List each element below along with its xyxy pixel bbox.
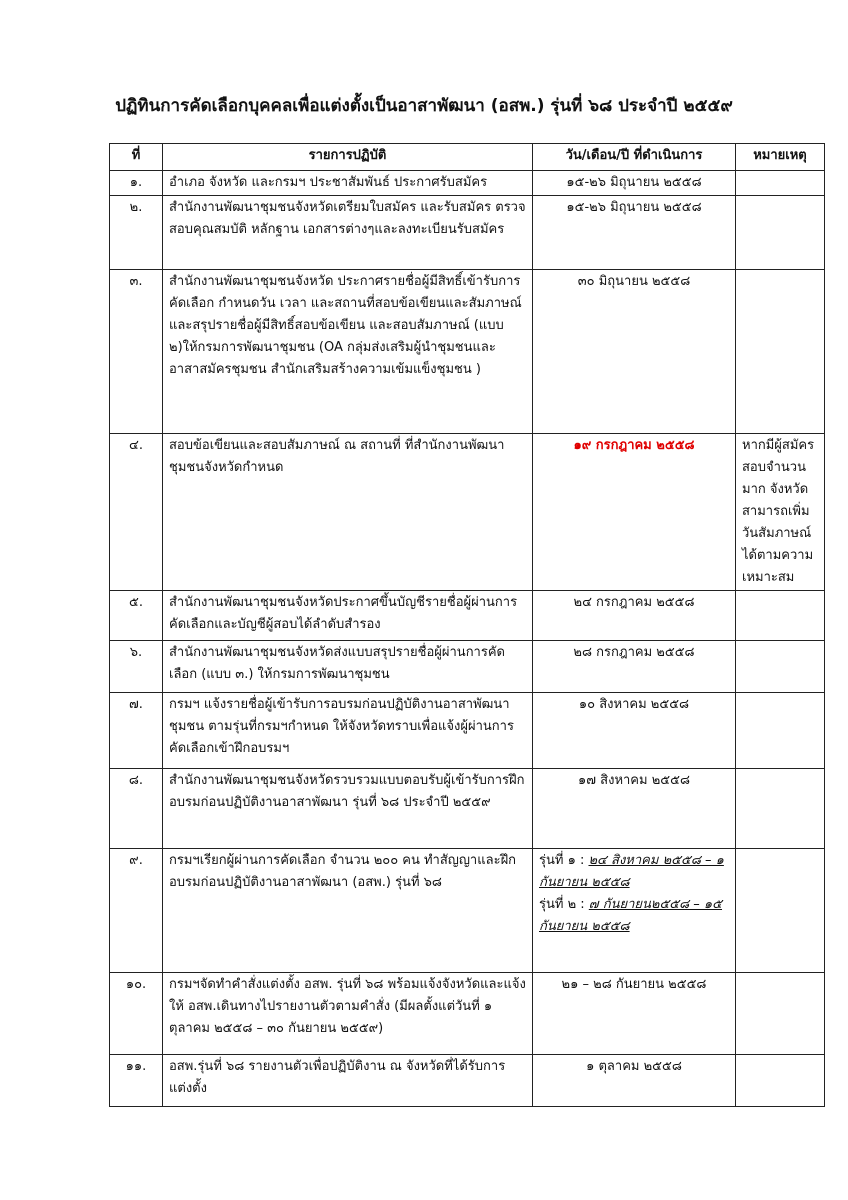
row-note — [736, 1055, 825, 1107]
row-task: สอบข้อเขียนและสอบสัมภาษณ์ ณ สถานที่ ที่สำนักงานพัฒนาชุมชนจังหวัดกำหนด — [163, 434, 533, 591]
row-task: สำนักงานพัฒนาชุมชนจังหวัดส่งแบบสรุปรายชื่อผู้ผ่านการคัดเลือก (แบบ ๓.) ให้กรมการพัฒนาชุมชน — [163, 641, 533, 693]
row-date: ๒๘ กรกฎาคม ๒๕๕๘ — [533, 641, 736, 693]
row-number: ๖. — [110, 641, 163, 693]
table-row — [110, 434, 825, 591]
table-row — [110, 849, 825, 973]
row-task: สำนักงานพัฒนาชุมชนจังหวัดเตรียมใบสมัคร และรับสมัคร ตรวจสอบคุณสมบัติ หลักฐาน เอกสารต่างๆและลงทะเบียนรับสมัคร — [163, 196, 533, 270]
row-note — [736, 769, 825, 849]
table-row — [110, 1055, 825, 1107]
row-task: อำเภอ จังหวัด และกรมฯ ประชาสัมพันธ์ ประกาศรับสมัคร — [163, 171, 533, 196]
row-date: ๑๗ สิงหาคม ๒๕๕๘ — [533, 769, 736, 849]
schedule-table — [109, 143, 825, 1107]
row-date: ๓๐ มิถุนายน ๒๕๕๘ — [533, 270, 736, 434]
row-date: ๑๙ กรกฎาคม ๒๕๕๘ — [533, 434, 736, 591]
row-task: สำนักงานพัฒนาชุมชนจังหวัดรวบรวมแบบตอบรับผู้เข้ารับการฝึกอบรมก่อนปฏิบัติงานอาสาพัฒนา รุ่นที่ ๖๘ ประจำปี ๒๕๕๙ — [163, 769, 533, 849]
row-note — [736, 641, 825, 693]
table-row — [110, 769, 825, 849]
row-number: ๗. — [110, 693, 163, 769]
round-1-label: รุ่นที่ ๑ : — [539, 853, 585, 868]
row-task: กรมฯจัดทำคำสั่งแต่งตั้ง อสพ. รุ่นที่ ๖๘ พร้อมแจ้งจังหวัดและแจ้งให้ อสพ.เดินทางไปรายงานตัวตามคำสั่ง (มีผลตั้งแต่วันที่ ๑ ตุลาคม ๒๕๕๘ – ๓๐ กันยายน ๒๕๕๙) — [163, 973, 533, 1055]
table-row — [110, 973, 825, 1055]
row-note: หากมีผู้สมัครสอบจำนวนมาก จังหวัดสามารถเพิ่มวันสัมภาษณ์ได้ตามความเหมาะสม — [736, 434, 825, 591]
row-date: ๒๔ กรกฎาคม ๒๕๕๘ — [533, 591, 736, 641]
row-date — [533, 849, 736, 973]
row-note — [736, 973, 825, 1055]
row-date: ๑๐ สิงหาคม ๒๕๕๘ — [533, 693, 736, 769]
row-number: ๔. — [110, 434, 163, 591]
round-2-line — [539, 894, 729, 938]
row-note — [736, 693, 825, 769]
header-date: วัน/เดือน/ปี ที่ดำเนินการ — [533, 144, 736, 171]
row-number: ๑๑. — [110, 1055, 163, 1107]
row-number: ๓. — [110, 270, 163, 434]
row-note — [736, 270, 825, 434]
round-2-range: ๗ กันยายน๒๕๕๘ – ๑๕ กันยายน ๒๕๕๘ — [539, 897, 723, 934]
row-task: สำนักงานพัฒนาชุมชนจังหวัด ประกาศรายชื่อผู้มีสิทธิ์เข้ารับการคัดเลือก กำหนดวัน เวลา และสถานที่สอบข้อเขียนและสัมภาษณ์ และสรุปรายชื่อผู้มีสิทธิ์สอบข้อเขียน และสอบสัมภาษณ์ (แบบ ๒)ให้กรมการพัฒนาชุมชน (OA กลุ่มส่งเสริมผู้นำชุมชนและอาสาสมัครชุมชน สำนักเสริมสร้างความเข้มแข็งชุมชน ) — [163, 270, 533, 434]
header-no: ที่ — [110, 144, 163, 171]
row-date: ๑๕-๒๖ มิถุนายน ๒๕๕๘ — [533, 171, 736, 196]
table-header — [110, 144, 825, 171]
row-note — [736, 591, 825, 641]
table-row — [110, 641, 825, 693]
row-number: ๑. — [110, 171, 163, 196]
row-task: กรมฯ แจ้งรายชื่อผู้เข้ารับการอบรมก่อนปฏิบัติงานอาสาพัฒนาชุมชน ตามรุ่นที่กรมฯกำหนด ให้จังหวัดทราบเพื่อแจ้งผู้ผ่านการคัดเลือกเข้าฝึกอบรมฯ — [163, 693, 533, 769]
row-task: กรมฯเรียกผู้ผ่านการคัดเลือก จำนวน ๒๐๐ คน ทำสัญญาและฝึกอบรมก่อนปฏิบัติงานอาสาพัฒนา (อสพ.) รุ่นที่ ๖๘ — [163, 849, 533, 973]
row-note — [736, 196, 825, 270]
round-2-label: รุ่นที่ ๒ : — [539, 897, 585, 912]
header-note: หมายเหตุ — [736, 144, 825, 171]
round-1-range: ๒๔ สิงหาคม ๒๕๕๘ – ๑ กันยายน ๒๕๕๘ — [539, 853, 724, 890]
row-date: ๑ ตุลาคม ๒๕๕๘ — [533, 1055, 736, 1107]
row-date: ๑๕-๒๖ มิถุนายน ๒๕๕๘ — [533, 196, 736, 270]
row-number: ๑๐. — [110, 973, 163, 1055]
row-date: ๒๑ – ๒๘ กันยายน ๒๕๕๘ — [533, 973, 736, 1055]
header-task: รายการปฏิบัติ — [163, 144, 533, 171]
row-note — [736, 849, 825, 973]
row-number: ๙. — [110, 849, 163, 973]
table-row — [110, 270, 825, 434]
row-number: ๘. — [110, 769, 163, 849]
row-task: อสพ.รุ่นที่ ๖๘ รายงานตัวเพื่อปฏิบัติงาน ณ จังหวัดที่ได้รับการแต่งตั้ง — [163, 1055, 533, 1107]
row-number: ๒. — [110, 196, 163, 270]
round-1-line — [539, 850, 729, 894]
table-row — [110, 591, 825, 641]
table-row — [110, 693, 825, 769]
page-title: ปฏิทินการคัดเลือกบุคคลเพื่อแต่งตั้งเป็นอาสาพัฒนา (อสพ.) รุ่นที่ ๖๘ ประจำปี ๒๕๕๙ — [115, 96, 733, 116]
row-note — [736, 171, 825, 196]
row-number: ๕. — [110, 591, 163, 641]
table-row — [110, 196, 825, 270]
row-task: สำนักงานพัฒนาชุมชนจังหวัดประกาศขึ้นบัญชีรายชื่อผู้ผ่านการคัดเลือกและบัญชีผู้สอบได้ลำดับสำรอง — [163, 591, 533, 641]
table-row — [110, 171, 825, 196]
